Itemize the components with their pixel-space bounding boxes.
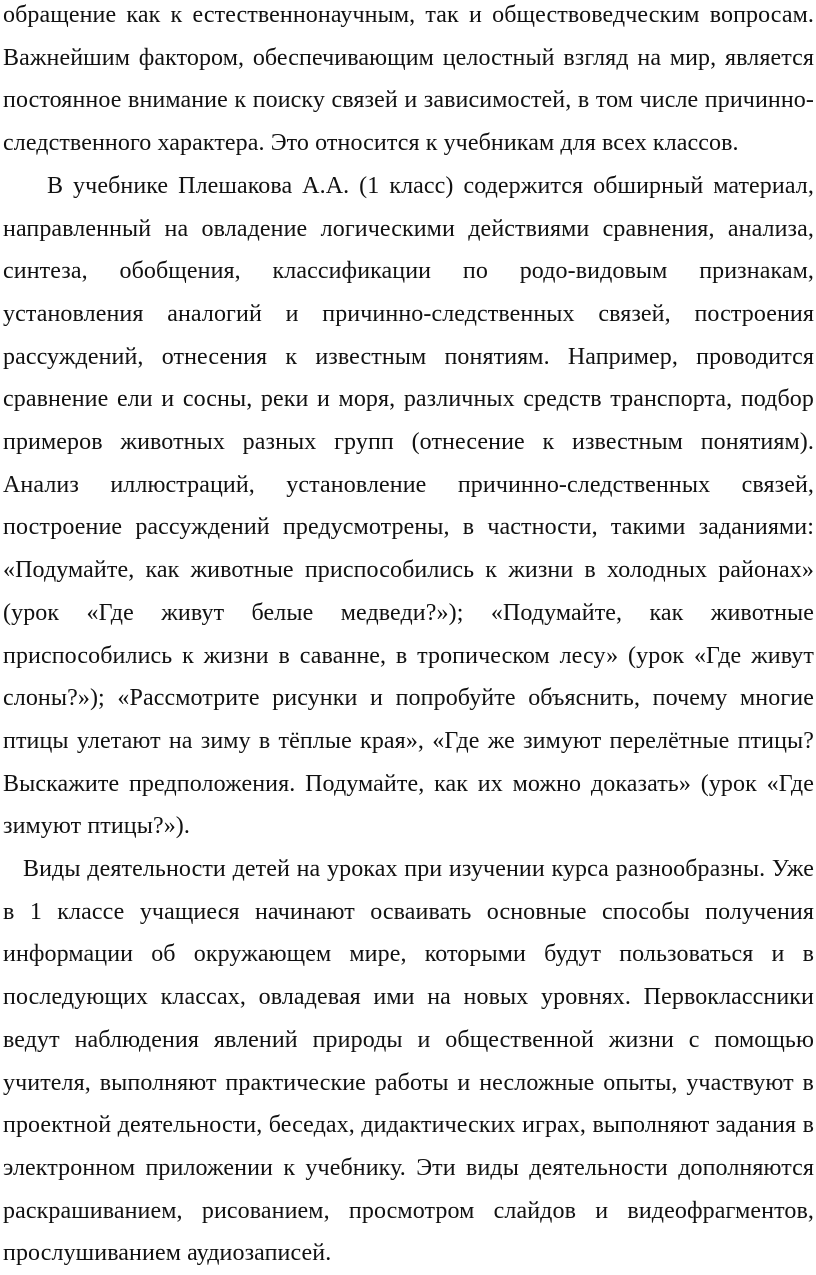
paragraph-1: обращение как к естественнонаучным, так и обществоведческим вопросам. Важнейшим фактором, обеспечивающим целостный взгляд на мир, является постоянное внимание к поиску связей и зависимостей, в том числе причинно-следственного характера. Это относится к учебникам для всех классов.	[3, 2, 814, 157]
paragraph-3: Виды деятельности детей на уроках при изучении курса разнообразны. Уже в 1 классе учащиеся начинают осваивать основные способы получения информации об окружающем мире, которыми будут пользоваться и в последующих классах, овладевая ими на новых уровнях. Первоклассники ведут наблюдения явлений природы и общественной жизни с помощью учителя, выполняют практические работы и несложные опыты, участвуют в проектной деятельности, беседах, дидактических играх, выполняют задания в электронном приложении к учебнику. Эти виды деятельности дополняются раскрашиванием, рисованием, просмотром слайдов и видеофрагментов, прослушиванием аудиозаписей.	[3, 856, 814, 1267]
paragraph-2: В учебнике Плешакова А.А. (1 класс) содержится обширный материал, направленный на овладение логическими действиями сравнения, анализа, синтеза, обобщения, классификации по родо-видовым признакам, установления аналогий и причинно-следственных связей, построения рассуждений, отнесения к известным понятиям. Например, проводится сравнение ели и сосны, реки и моря, различных средств транспорта, подбор примеров животных разных групп (отнесение к известным понятиям). Анализ иллюстраций, установление причинно-следственных связей, построение рассуждений предусмотрены, в частности, такими заданиями: «Подумайте, как животные приспособились к жизни в холодных районах» (урок «Где живут белые медведи?»); «Подумайте, как животные приспособились к жизни в саванне, в тропическом лесу» (урок «Где живут слоны?»); «Рассмотрите рисунки и попробуйте объяснить, почему многие птицы улетают на зиму в тёплые края», «Где же зимуют перелётные птицы? Выскажите предположения. Подумайте, как их можно доказать» (урок «Где зимуют птицы?»).	[3, 172, 814, 840]
